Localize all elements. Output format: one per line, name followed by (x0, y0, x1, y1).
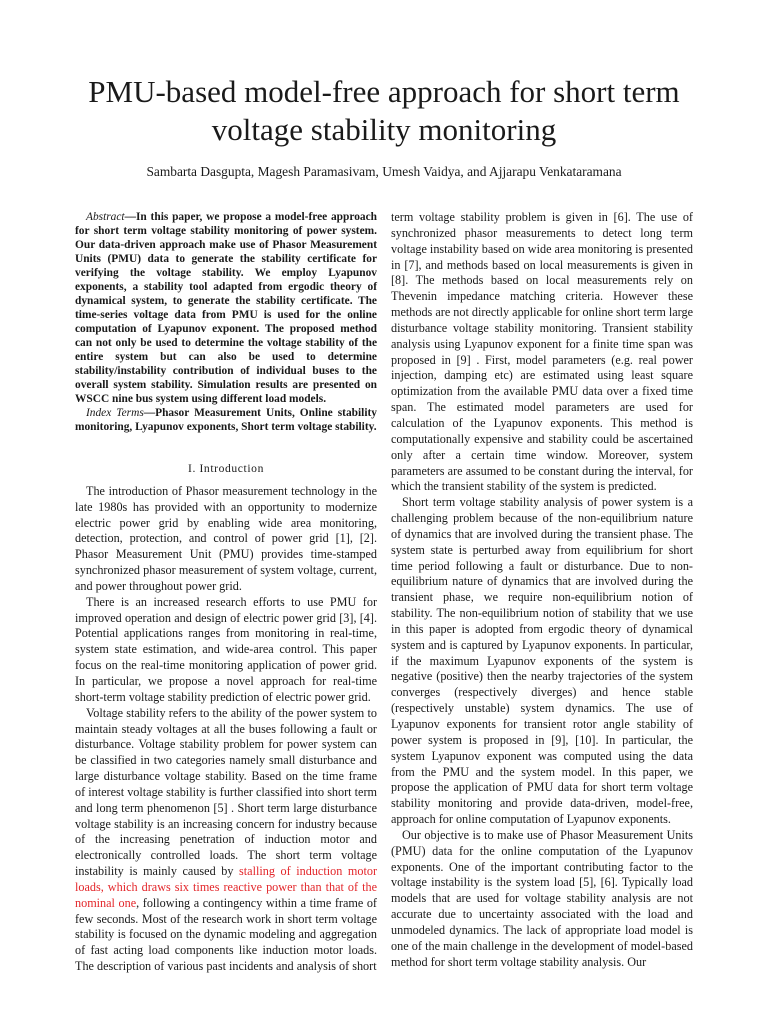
abstract-block (75, 210, 377, 434)
right-column (391, 210, 693, 971)
intro-paragraph-3-start: Voltage stability refers to the ability of the power system to maintain steady voltages at all the buses following a fault or disturbance. Voltage stability problem for power system can be classified in two categories namely small disturbance and large disturbance voltage stability. Based on the time frame of interest voltage stability is further classified into short term and long term phenomenon [5] . Short term large disturbance voltage stability is an increasing concern for industry because of the increasing penetration of induction motor and electronically controlled loads. The short term voltage instability is mainly caused by (75, 705, 377, 879)
index-terms-paragraph (75, 406, 377, 434)
section-heading-introduction: I. Introduction (188, 462, 264, 475)
paper-title: PMU-based model-free approach for short term voltage stability monitoring (88, 74, 680, 147)
abstract-label: Abstract (86, 211, 125, 223)
index-terms-label: Index Terms (86, 407, 144, 419)
index-terms-text: —Phasor Measurement Units, Online stability monitoring, Lyapunov exponents, Short term voltage stability. (75, 407, 377, 433)
intro-paragraph-5: Short term voltage stability analysis of power system is a challenging problem because of the non-equilibrium nature of dynamics that are involved during the transient phase. The system state is perturbed away from equilibrium for short time period following a fault or disturbance. Due to non-equilibrium nature of dynamics that are involved during the transient phase, we require non-equilibrium notion of stability. The non-equilibrium notion of stability that we use in this paper is adopted from ergodic theory of dynamical system and is captured by Lyapunov exponents. In particular, if the maximum Lyapunov exponents of the system is negative (positive) then the nearby trajectories of the system converges (respectively diverges) and hence stable (respectively unstable) system dynamics. The use of Lyapunov exponents for transient rotor angle stability of power system is proposed in [9], [10]. In particular, the system Lyapunov exponent was computed using the data from the PMU and the system model. In this paper, we propose the application of PMU data for short term voltage stability monitoring and provide data-driven, model-free, approach for online computation of Lyapunov exponents. (391, 495, 693, 827)
intro-paragraph-3-end: , following a contingency within a time frame of few seconds. Most of the research work in short term voltage stability is focused on the dynamic modeling and aggregation of fast acting load components like induction motor loads. The description of various past incidents and analysis of short (75, 895, 377, 974)
author-list: Sambarta Dasgupta, Magesh Paramasivam, Umesh Vaidya, and Ajjarapu Venkataramana (146, 164, 622, 179)
highlighted-text: stalling of induction motor loads, which draws six times reactive power than that of the nominal one (75, 864, 378, 910)
intro-paragraph-4: term voltage stability problem is given in [6]. The use of synchronized phasor measurements to detect long term voltage instability based on wide area monitoring is presented in [7], and methods based on local measurements is given in [8]. The methods based on local measurements rely on Thevenin impedance matching criteria. However these methods are not directly applicable for online short term large disturbance voltage stability monitoring. Transient stability analysis using Lyapunov exponent for a finite time span was proposed in [9] . First, model parameters (e.g. real power injection, damping etc) are estimated using least square optimization from the available PMU data over a fixed time span. The estimated model parameters are used for calculation of the Lyapunov exponents. This method is computationally expensive and stability could be ascertained only after a certain time window. Moreover, system parameters are assumed to be constant during the interval, for which the transient stability of the system is predicted. (391, 210, 693, 494)
intro-paragraph-6: Our objective is to make use of Phasor Measurement Units (PMU) data for the online computation of the Lyapunov exponents. One of the important contributing factor to the voltage instability is the system load [5], [6]. Typically load models that are used for voltage stability analysis are not accurate due to uncertainty associated with the load and unmodeled dynamics. The lack of appropriate load model is one of the main challenge in the development of model-based method for short term voltage stability analysis. Our (391, 827, 693, 969)
left-column (75, 210, 377, 975)
intro-paragraph-1: The introduction of Phasor measurement technology in the late 1980s has provided with an opportunity to modernize electric power grid by enabling wide area monitoring, detection, protection, and control of power grid [1], [2]. Phasor Measurement Unit (PMU) provides time-stamped synchronized phasor measurement of system voltage, current, and power throughout power grid. (75, 483, 377, 593)
abstract-paragraph (75, 210, 377, 406)
abstract-text: —In this paper, we propose a model-free approach for short term voltage stability monitoring of power system. Our data-driven approach make use of Phasor Measurement Units (PMU) data to generate the stability certificate for verifying the voltage stability. We employ Lyapunov exponents, a stability tool adapted from ergodic theory of dynamical system, to generate the stability certificate. The time-series voltage data from PMU is used for the online computation of Lyapunov exponent. The proposed method can not only be used to determine the voltage stability of the entire system but can also be used to determine stability/instability contribution of individual buses to the overall system stability. Simulation results are presented on WSCC nine bus system using different load models. (75, 211, 377, 405)
intro-paragraph-3 (75, 706, 377, 975)
intro-paragraph-2: There is an increased research efforts to use PMU for improved operation and design of electric power grid [3], [4]. Potential applications ranges from monitoring in real-time, system state estimation, and wide-area control. This paper focus on the real-time monitoring application of power grid. In particular, we propose a novel approach for real-time short-term voltage stability prediction of electric power grid. (75, 594, 377, 704)
